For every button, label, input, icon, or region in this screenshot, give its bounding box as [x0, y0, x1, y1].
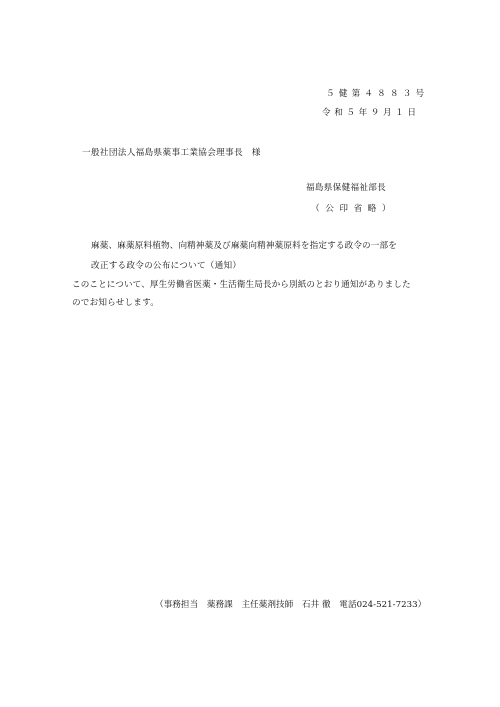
body-line-2: のでお知らせします。 — [72, 298, 159, 308]
recipient-line: 一般社団法人福島県薬事工業協会理事長 様 — [82, 148, 261, 158]
sender-line: 福島県保健福祉部長 — [306, 183, 387, 193]
document-date: 令和５年９月１日 — [322, 108, 420, 118]
seal-omission-note: （公印省略） — [311, 204, 397, 214]
subject-line-1: 麻薬、麻薬原料植物、向精神薬及び麻薬向精神薬原料を指定する政令の一部を — [91, 241, 398, 251]
body-line-1: このことについて、厚生労働省医薬・生活衛生局長から別紙のとおり通知がありました — [72, 280, 411, 290]
contact-line: （事務担当 薬務課 主任薬剤技師 石井 徹 電話024-521-7233） — [155, 600, 427, 610]
subject-line-2: 改正する政令の公布について（通知） — [91, 261, 242, 271]
document-number: ５健第４８８３号 — [326, 89, 429, 99]
